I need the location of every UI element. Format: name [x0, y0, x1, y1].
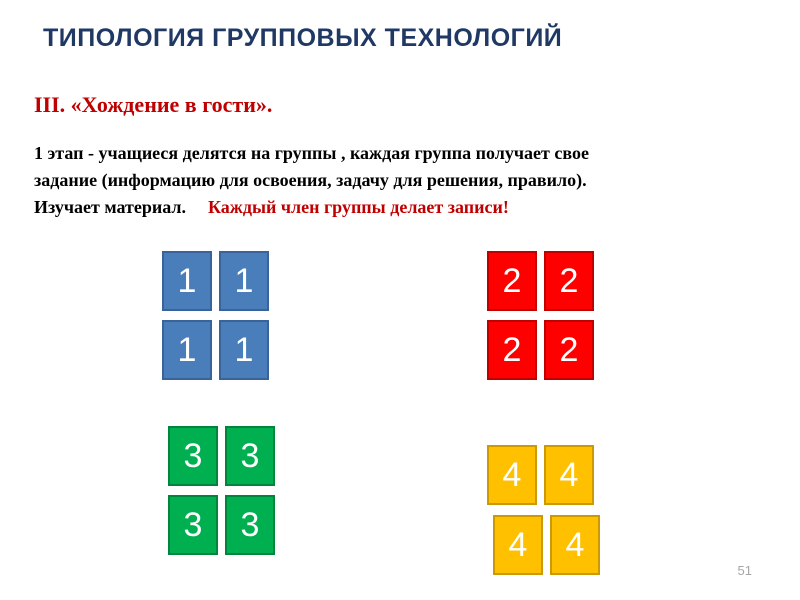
description-line-1: 1 этап - учащиеся делятся на группы , каждая группа получает свое [34, 143, 589, 163]
group-3-tile: 3 [168, 495, 218, 555]
group-1-tile: 1 [162, 320, 212, 380]
description-text [34, 140, 774, 221]
slide-title: ТИПОЛОГИЯ ГРУППОВЫХ ТЕХНОЛОГИЙ [43, 24, 563, 52]
group-1-tile: 1 [219, 320, 269, 380]
description-highlight-text: Каждый член группы делает записи! [207, 197, 509, 217]
group-3-tile: 3 [168, 426, 218, 486]
group-2-tile: 2 [487, 251, 537, 311]
group-4-tile: 4 [550, 515, 600, 575]
description-line-3 [34, 194, 774, 221]
group-2-tile: 2 [487, 320, 537, 380]
group-2-tile: 2 [544, 251, 594, 311]
group-3-tile: 3 [225, 426, 275, 486]
group-4-tile: 4 [487, 445, 537, 505]
group-1-tile: 1 [162, 251, 212, 311]
group-1-tile: 1 [219, 251, 269, 311]
group-3-tile: 3 [225, 495, 275, 555]
description-plain-text: Изучает материал. [34, 197, 186, 217]
group-4-tile: 4 [544, 445, 594, 505]
page-number: 51 [737, 563, 752, 578]
description-line-2: задание (информацию для освоения, задачу для решения, правило). [34, 170, 587, 190]
group-4-tile: 4 [493, 515, 543, 575]
group-2-tile: 2 [544, 320, 594, 380]
section-subtitle: III. «Хождение в гости». [34, 92, 273, 117]
